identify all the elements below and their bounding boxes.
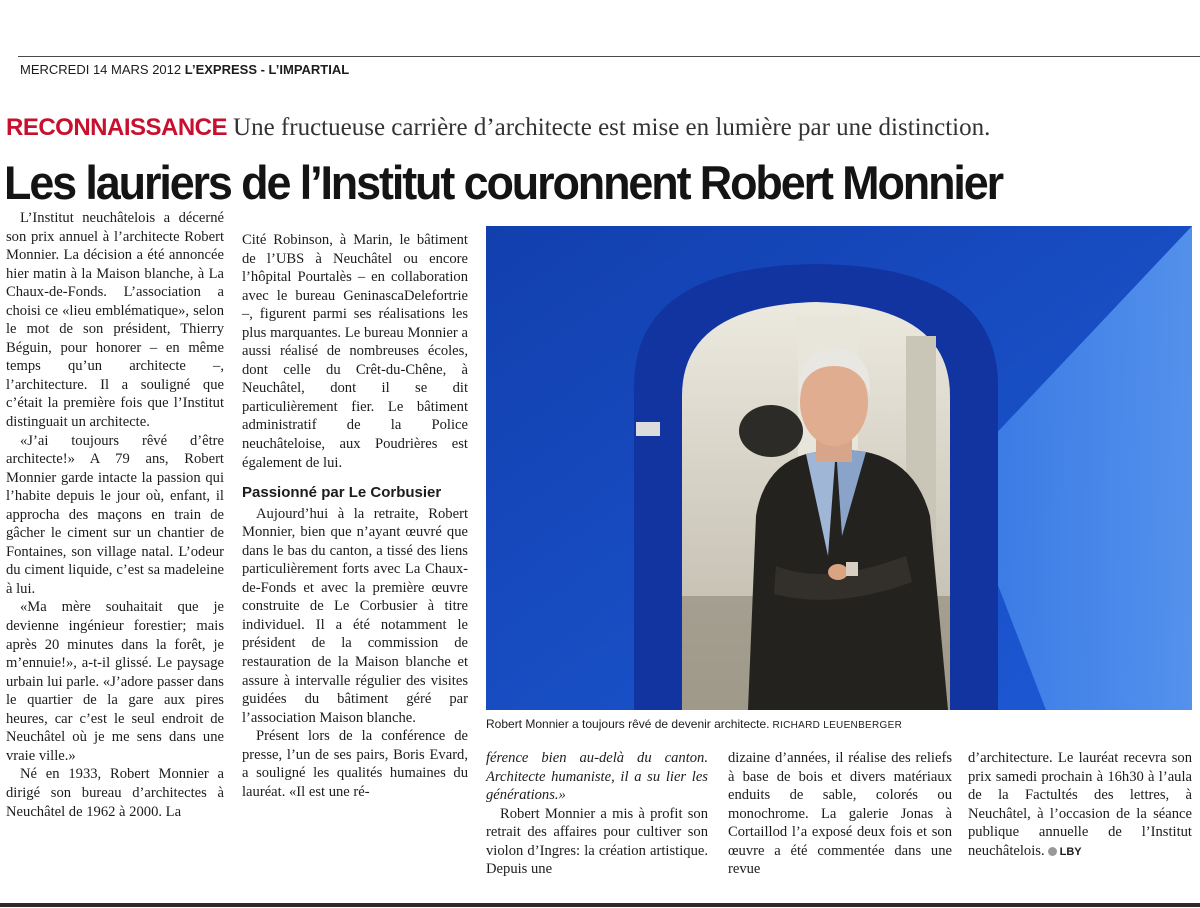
masthead-publication: L’EXPRESS - L’IMPARTIAL: [184, 62, 350, 77]
headline: Les lauriers de l’Institut couronnent Robert Monnier: [4, 156, 1003, 209]
article-paragraph: Aujourd’hui à la retraite, Robert Monnier, bien que n’ayant œuvré que dans le bas du canton, a tissé des liens particulièrement forts avec La Chaux-de-Fonds et avec la première œuvre construite de Le Corbusier à titre individuel. Il a été notamment le président de la commission de restauration de la Maison blanche et assure à intervalle régulier des visites guidées du bâtiment géré par l’association Maison blanche.: [242, 505, 468, 726]
article-column-1: [6, 209, 224, 821]
article-paragraph: Né en 1933, Robert Monnier a dirigé son bureau d’architectes à Neuchâtel de 1962 à 2000. La: [6, 766, 224, 820]
masthead: [20, 62, 349, 77]
article-paragraph: L’Institut neuchâtelois a décerné son prix annuel à l’architecte Robert Monnier. La décision a été annoncée hier matin à la Maison blanche, à La Chaux-de-Fonds. L’association a choisi ce «lieu emblématique», selon le mot de son président, Thierry Béguin, pour honorer – en même temps qu’un architecte –, l’architecture. Il a souligné que c’était la première fois que l’Institut distinguait un architecte.: [6, 210, 224, 431]
article-paragraph: [968, 749, 1192, 861]
caption-text: Robert Monnier a toujours rêvé de devenir architecte.: [486, 717, 770, 731]
portrait-photo: [486, 226, 1192, 710]
author-signature: [1045, 846, 1082, 858]
top-rule: [18, 56, 1200, 57]
article-paragraph: dizaine d’années, il réalise des reliefs à base de bois et divers matériaux enduits de sable, colorés ou monochrome. La galerie Jonas à Cortaillod l’a exposé deux fois et son œuvre a été commentée dans une revue: [728, 750, 952, 878]
article-column-2: [242, 231, 468, 801]
bottom-rule: [0, 903, 1200, 907]
article-column-4: [728, 749, 952, 879]
article-subhead: Passionné par Le Corbusier: [242, 484, 442, 502]
portrait-photo-illustration: [486, 226, 1192, 710]
kicker: [6, 115, 990, 140]
article-column-3: [486, 749, 708, 879]
article-paragraph: Présent lors de la conférence de presse, l’un de ses pairs, Boris Evard, a souligné les qualités humaines du lauréat. «Il est une ré-: [242, 728, 468, 800]
article-column-5: [968, 749, 1192, 861]
signature-bullet-icon: [1048, 847, 1057, 856]
article-paragraph-text: d’architecture. Le lauréat recevra son prix samedi prochain à 16h30 à l’aula de la Factultés des lettres, à Neuchâtel, à l’occasion de la séance publique annuelle de l’Institut neuchâtelois.: [968, 750, 1192, 859]
photo-credit: RICHARD LEUENBERGER: [772, 720, 903, 731]
article-paragraph: Cité Robinson, à Marin, le bâtiment de l’UBS à Neuchâtel ou encore l’hôpital Pourtalès – en collaboration avec le bureau GeninascaDelefortrie –, figurent parmi ses réalisations les plus marquantes. Le bureau Monnier a aussi réalisé de nombreuses écoles, dont celle du Crêt-du-Chêne, à Neuchâtel, dont il se dit particulièrement fier. Le bâtiment administratif de la Police neuchâteloise, aux Poudrières est également de lui.: [242, 232, 468, 471]
kicker-subtitle: Une fructueuse carrière d’architecte est mise en lumière par une distinction.: [233, 114, 991, 141]
kicker-tag: RECONNAISSANCE: [6, 114, 228, 141]
article-paragraph: «J’ai toujours rêvé d’être architecte!» A 79 ans, Robert Monnier garde intacte la passion qui l’habite depuis le jour où, enfant, il approcha des maçons en train de gâcher le ciment sur un chantier de Fontaines, son village natal. L’odeur du ciment liquide, c’est sa madeleine à lui.: [6, 432, 224, 597]
article-paragraph: férence bien au-delà du canton. Architecte humaniste, il a su lier les générations.»: [486, 750, 708, 804]
article-paragraph: «Ma mère souhaitait que je devienne ingénieur forestier; mais après 20 minutes dans la forêt, je m’ennuie!», a-t-il glissé. Le paysage urbain lui parle. «J’adore passer dans le quartier de la gare aux pires heures, car c’est le seul endroit de Neuchâtel où je me sens dans une vraie ville.»: [6, 599, 224, 764]
article-paragraph: Robert Monnier a mis à profit son retrait des affaires pour cultiver son violon d’Ingres: la création artistique. Depuis une: [486, 805, 708, 878]
masthead-date: MERCREDI 14 MARS 2012: [20, 62, 182, 77]
photo-caption: [486, 717, 902, 731]
signature-initials: LBY: [1059, 845, 1082, 858]
